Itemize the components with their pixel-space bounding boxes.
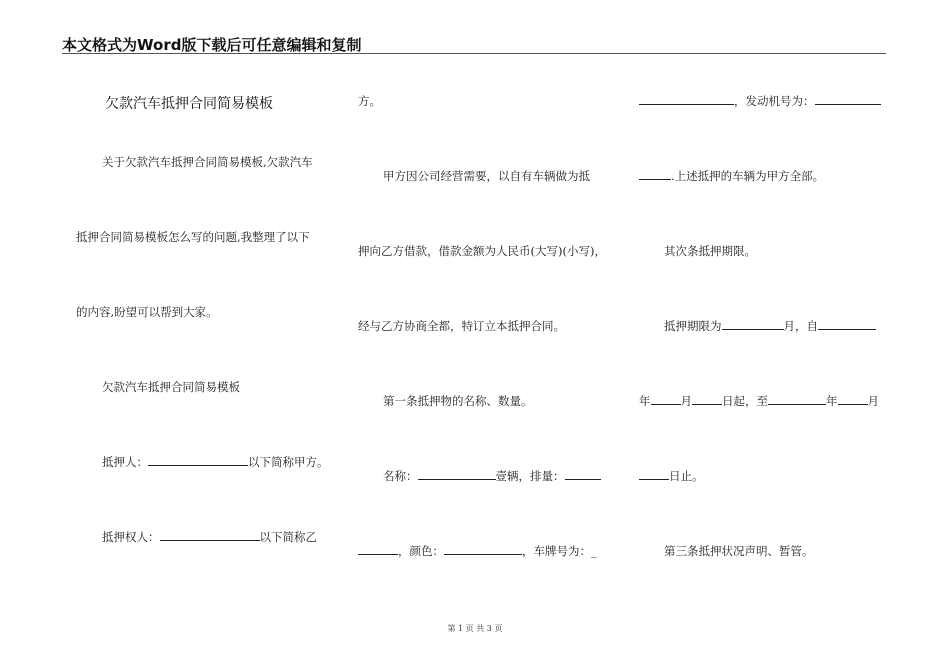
mortgagor-suffix: 以下简称甲方。 — [248, 455, 329, 469]
mortgagee-suffix: 以下简称乙 — [259, 530, 317, 544]
day-end-blank — [639, 468, 669, 480]
name-label: 名称： — [383, 469, 418, 483]
year-label: 年 — [639, 394, 651, 408]
vehicle-owned-line — [639, 168, 824, 184]
intro-line-2: 抵押合同简易模板怎么写的问题,我整理了以下 — [76, 230, 310, 244]
subtitle: 欠款汽车抵押合同简易模板 — [102, 380, 240, 394]
article-1-heading: 第一条抵押物的名称、数量。 — [383, 394, 533, 408]
day-end-line — [639, 468, 704, 484]
color-label: ，颜色： — [398, 544, 444, 558]
download-banner: 本文格式为Word版下载后可任意编辑和复制 — [62, 36, 362, 54]
year-end-blank — [768, 393, 826, 405]
col2-line-2: 甲方因公司经营需要，以自有车辆做为抵 — [383, 169, 590, 183]
document-title: 欠款汽车抵押合同简易模板 — [105, 96, 273, 112]
year-end-label: 年 — [826, 394, 838, 408]
color-plate-line — [358, 543, 597, 559]
month-end-label: 月 — [867, 394, 879, 408]
intro-line-1: 关于欠款汽车抵押合同简易模板,欠款汽车 — [102, 155, 313, 169]
mortgagee-line — [102, 529, 317, 545]
engine-line — [639, 93, 881, 109]
displacement-blank — [565, 468, 601, 480]
mortgagee-label: 抵押权人： — [102, 530, 160, 544]
vehicle-owned-text: .上述抵押的车辆为甲方全部。 — [671, 169, 825, 183]
day-blank — [692, 393, 722, 405]
engine-blank — [815, 93, 881, 105]
col2-line-4: 经与乙方协商全都，特订立本抵押合同。 — [358, 319, 565, 333]
col2-line-3: 押向乙方借款，借款金额为人民币(大写)(小写)， — [358, 244, 606, 258]
blank-1 — [358, 543, 398, 555]
color-blank — [444, 543, 522, 555]
displacement-label: 壹辆，排量： — [495, 469, 565, 483]
article-2-heading: 其次条抵押期限。 — [664, 244, 756, 258]
engine-pre-blank — [639, 93, 734, 105]
col2-line-1: 方。 — [358, 94, 381, 108]
month-from-label: 月，自 — [783, 319, 818, 333]
blank-2 — [639, 168, 671, 180]
mortgagee-blank — [160, 529, 260, 541]
date-range-line — [639, 393, 879, 409]
from-blank — [818, 318, 876, 330]
mortgagor-blank — [148, 454, 248, 466]
header-divider — [62, 53, 886, 54]
name-blank — [418, 468, 496, 480]
period-line — [664, 318, 876, 334]
month-end-blank — [838, 393, 868, 405]
period-label: 抵押期限为 — [664, 319, 722, 333]
mortgagor-line — [102, 454, 329, 470]
article-3-heading: 第三条抵押状况声明、暂管。 — [664, 544, 814, 558]
name-line — [383, 468, 601, 484]
month-blank — [651, 393, 681, 405]
intro-line-3: 的内容,盼望可以帮到大家。 — [76, 305, 218, 319]
page-footer: 第 1 页 共 3 页 — [447, 624, 503, 633]
month-label: 月 — [680, 394, 692, 408]
plate-label: ，车牌号为：_ — [522, 544, 597, 558]
mortgagor-label: 抵押人： — [102, 455, 148, 469]
day-from-label: 日起，至 — [722, 394, 768, 408]
engine-label: ，发动机号为： — [734, 94, 815, 108]
day-end-label: 日止。 — [669, 469, 704, 483]
period-blank — [722, 318, 784, 330]
